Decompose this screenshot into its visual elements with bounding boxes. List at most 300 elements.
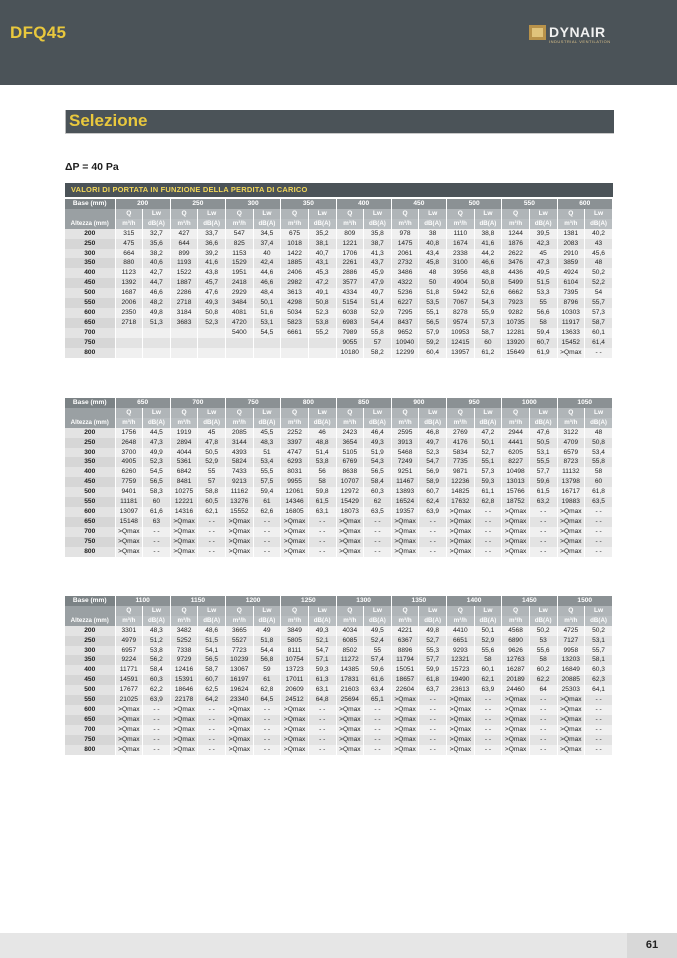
flow-rate-cell: >Qmax bbox=[336, 517, 364, 527]
sound-level-cell: 64 bbox=[529, 685, 557, 695]
sound-level-cell: 49,9 bbox=[143, 448, 171, 458]
document-code: DFQ45 bbox=[10, 23, 67, 42]
flow-rate-cell: 5823 bbox=[281, 318, 309, 328]
sound-level-cell: - - bbox=[585, 547, 613, 557]
sound-level-cell: 57,3 bbox=[474, 467, 502, 477]
sound-level-cell: - - bbox=[308, 547, 336, 557]
sound-level-cell: 60,3 bbox=[364, 487, 392, 497]
sound-unit-header: dB(A) bbox=[364, 418, 392, 428]
sound-level-cell: - - bbox=[585, 695, 613, 705]
sound-level-cell: 57,3 bbox=[585, 308, 613, 318]
flow-unit-header: m³/h bbox=[281, 616, 309, 626]
flow-rate-cell: >Qmax bbox=[336, 527, 364, 537]
dynair-logo-wordmark: DYNAIR bbox=[549, 24, 606, 40]
sound-level-cell: 43,1 bbox=[308, 258, 336, 268]
sound-level-cell: 55 bbox=[198, 467, 226, 477]
flow-rate-cell: >Qmax bbox=[170, 715, 198, 725]
flow-rate-cell: 15391 bbox=[170, 675, 198, 685]
flow-rate-cell: >Qmax bbox=[226, 517, 254, 527]
flow-rate-cell: 6983 bbox=[336, 318, 364, 328]
sound-unit-header: dB(A) bbox=[143, 219, 171, 229]
sound-power-header: Lw bbox=[253, 606, 281, 616]
base-size-header: 650 bbox=[115, 398, 170, 408]
sound-level-cell: 61,2 bbox=[474, 348, 502, 358]
table-row bbox=[65, 229, 613, 239]
sound-level-cell: 54,5 bbox=[143, 467, 171, 477]
flow-rate-cell: 11771 bbox=[115, 665, 143, 675]
sound-level-cell: 53,4 bbox=[585, 448, 613, 458]
flow-rate-cell: 15429 bbox=[336, 497, 364, 507]
flow-rate-cell: >Qmax bbox=[336, 725, 364, 735]
sound-level-cell: - - bbox=[308, 725, 336, 735]
height-value: 500 bbox=[65, 288, 115, 298]
flow-rate-cell: >Qmax bbox=[391, 725, 419, 735]
flow-rate-cell: 9224 bbox=[115, 655, 143, 665]
flow-rate-cell: 2910 bbox=[557, 249, 585, 259]
table-row bbox=[65, 328, 613, 338]
flow-rate-cell: 1475 bbox=[391, 239, 419, 249]
flow-rate-header: Q bbox=[226, 408, 254, 418]
sound-level-cell: 62,1 bbox=[198, 507, 226, 517]
flow-rate-header: Q bbox=[391, 408, 419, 418]
base-size-header: 1150 bbox=[170, 596, 225, 606]
flow-rate-cell: 7759 bbox=[115, 477, 143, 487]
flow-rate-cell: >Qmax bbox=[391, 735, 419, 745]
flow-rate-cell: >Qmax bbox=[557, 517, 585, 527]
flow-rate-cell: >Qmax bbox=[115, 705, 143, 715]
flow-unit-header: m³/h bbox=[336, 616, 364, 626]
flow-rate-cell: 15148 bbox=[115, 517, 143, 527]
table-row bbox=[65, 467, 613, 477]
flow-rate-cell bbox=[170, 338, 198, 348]
sound-unit-header: dB(A) bbox=[308, 616, 336, 626]
flow-rate-header: Q bbox=[557, 209, 585, 219]
flow-rate-cell: >Qmax bbox=[557, 507, 585, 517]
sound-level-cell: - - bbox=[585, 537, 613, 547]
sound-level-cell: 46 bbox=[308, 428, 336, 438]
flow-unit-header: m³/h bbox=[391, 418, 419, 428]
sound-level-cell: - - bbox=[529, 517, 557, 527]
sound-level-cell: 51,6 bbox=[253, 308, 281, 318]
base-size-header: 450 bbox=[391, 199, 446, 209]
flow-rate-cell: >Qmax bbox=[391, 745, 419, 755]
height-label: Altezza (mm) bbox=[65, 418, 115, 428]
sound-level-cell: - - bbox=[198, 725, 226, 735]
flow-rate-cell: 6104 bbox=[557, 278, 585, 288]
flow-rate-cell: 23613 bbox=[447, 685, 475, 695]
flow-rate-cell: 880 bbox=[115, 258, 143, 268]
flow-rate-cell: >Qmax bbox=[391, 695, 419, 705]
sound-level-cell: 60,7 bbox=[198, 675, 226, 685]
flow-rate-cell: 3613 bbox=[281, 288, 309, 298]
sound-level-cell: 45 bbox=[198, 428, 226, 438]
flow-rate-cell: 899 bbox=[170, 249, 198, 259]
flow-rate-cell: 17011 bbox=[281, 675, 309, 685]
flow-rate-cell: 5400 bbox=[226, 328, 254, 338]
sound-level-cell: 55,2 bbox=[308, 328, 336, 338]
flow-rate-cell: 6038 bbox=[336, 308, 364, 318]
sound-level-cell: 55,5 bbox=[529, 457, 557, 467]
flow-rate-cell: 6661 bbox=[281, 328, 309, 338]
flow-rate-cell: 10180 bbox=[336, 348, 364, 358]
flow-rate-cell: 11162 bbox=[226, 487, 254, 497]
flow-rate-cell: 2886 bbox=[336, 268, 364, 278]
flow-rate-cell: >Qmax bbox=[502, 537, 530, 547]
flow-rate-cell: 4747 bbox=[281, 448, 309, 458]
sound-level-cell: 55 bbox=[364, 646, 392, 656]
sound-unit-header: dB(A) bbox=[585, 616, 613, 626]
sound-level-cell: - - bbox=[198, 527, 226, 537]
sound-level-cell bbox=[253, 338, 281, 348]
height-value: 750 bbox=[65, 735, 115, 745]
sound-unit-header: dB(A) bbox=[585, 418, 613, 428]
sound-level-cell: 46,6 bbox=[474, 258, 502, 268]
flow-rate-cell: 15766 bbox=[502, 487, 530, 497]
sound-level-cell: 63,4 bbox=[364, 685, 392, 695]
flow-rate-cell: 6579 bbox=[557, 448, 585, 458]
sound-level-cell: 41,3 bbox=[364, 249, 392, 259]
sound-level-cell: 52,7 bbox=[474, 448, 502, 458]
base-size-header: 1050 bbox=[557, 398, 613, 408]
flow-rate-cell: 11132 bbox=[557, 467, 585, 477]
flow-rate-cell: >Qmax bbox=[447, 695, 475, 705]
sound-level-cell: 53,4 bbox=[253, 457, 281, 467]
flow-rate-cell: 4904 bbox=[447, 278, 475, 288]
sound-level-cell: - - bbox=[585, 745, 613, 755]
sound-level-cell: 59,6 bbox=[529, 477, 557, 487]
table-row bbox=[65, 705, 613, 715]
flow-rate-cell: >Qmax bbox=[502, 705, 530, 715]
height-value: 600 bbox=[65, 308, 115, 318]
table-row bbox=[65, 636, 613, 646]
sound-level-cell: 47,6 bbox=[198, 288, 226, 298]
base-size-header: 1350 bbox=[391, 596, 446, 606]
sound-level-cell: - - bbox=[364, 705, 392, 715]
flow-rate-cell: 3683 bbox=[170, 318, 198, 328]
flow-rate-cell: 7735 bbox=[447, 457, 475, 467]
sound-level-cell: 55,6 bbox=[529, 646, 557, 656]
sound-level-cell: 46,6 bbox=[143, 288, 171, 298]
flow-rate-cell: 4436 bbox=[502, 268, 530, 278]
flow-rate-cell: 9626 bbox=[502, 646, 530, 656]
flow-rate-cell: 23340 bbox=[226, 695, 254, 705]
flow-rate-cell: >Qmax bbox=[170, 705, 198, 715]
sound-power-header: Lw bbox=[198, 408, 226, 418]
sound-level-cell: 53,8 bbox=[143, 646, 171, 656]
sound-level-cell: 57 bbox=[364, 338, 392, 348]
flow-rate-cell: 6769 bbox=[336, 457, 364, 467]
flow-rate-cell: >Qmax bbox=[447, 745, 475, 755]
flow-unit-header: m³/h bbox=[281, 219, 309, 229]
flow-rate-cell bbox=[281, 338, 309, 348]
sound-level-cell: 49,7 bbox=[364, 288, 392, 298]
flow-rate-cell bbox=[170, 348, 198, 358]
flow-rate-cell: 13723 bbox=[281, 665, 309, 675]
sound-level-cell: 52,2 bbox=[585, 278, 613, 288]
flow-rate-cell: >Qmax bbox=[447, 517, 475, 527]
sound-level-cell: 59,9 bbox=[419, 665, 447, 675]
flow-rate-cell: 7067 bbox=[447, 298, 475, 308]
sound-level-cell: - - bbox=[308, 735, 336, 745]
base-size-header: 950 bbox=[447, 398, 502, 408]
sound-level-cell: 53,1 bbox=[529, 448, 557, 458]
sound-level-cell: 40,7 bbox=[308, 249, 336, 259]
sound-level-cell: 58,7 bbox=[198, 665, 226, 675]
sound-level-cell bbox=[308, 348, 336, 358]
flow-unit-header: m³/h bbox=[170, 219, 198, 229]
flow-rate-cell: >Qmax bbox=[170, 725, 198, 735]
sound-unit-header: dB(A) bbox=[585, 219, 613, 229]
flow-rate-cell: 2732 bbox=[391, 258, 419, 268]
flow-rate-cell: 15649 bbox=[502, 348, 530, 358]
sound-power-header: Lw bbox=[474, 209, 502, 219]
flow-rate-cell: 6227 bbox=[391, 298, 419, 308]
sound-level-cell: 63,9 bbox=[474, 685, 502, 695]
flow-rate-cell: 4081 bbox=[226, 308, 254, 318]
flow-rate-header: Q bbox=[557, 408, 585, 418]
flow-rate-cell: 1221 bbox=[336, 239, 364, 249]
sound-level-cell: - - bbox=[529, 507, 557, 517]
sound-level-cell: - - bbox=[474, 705, 502, 715]
flow-rate-cell: 25694 bbox=[336, 695, 364, 705]
flow-rate-cell: 3577 bbox=[336, 278, 364, 288]
flow-unit-header: m³/h bbox=[502, 418, 530, 428]
flow-rate-cell: 2338 bbox=[447, 249, 475, 259]
height-value: 800 bbox=[65, 547, 115, 557]
flow-rate-header: Q bbox=[281, 408, 309, 418]
flow-rate-cell: 3859 bbox=[557, 258, 585, 268]
sound-level-cell: - - bbox=[419, 735, 447, 745]
flow-rate-cell: 19624 bbox=[226, 685, 254, 695]
sound-level-cell: 38,8 bbox=[474, 229, 502, 239]
flow-rate-cell: >Qmax bbox=[502, 725, 530, 735]
flow-rate-cell: 4334 bbox=[336, 288, 364, 298]
flow-rate-cell: >Qmax bbox=[557, 348, 585, 358]
flow-rate-cell: 11794 bbox=[391, 655, 419, 665]
sound-level-cell: 48,8 bbox=[474, 268, 502, 278]
flow-rate-cell: 5105 bbox=[336, 448, 364, 458]
flow-rate-cell: 12763 bbox=[502, 655, 530, 665]
flow-rate-cell: 2622 bbox=[502, 249, 530, 259]
flow-rate-cell: 2648 bbox=[115, 438, 143, 448]
flow-rate-cell: 16524 bbox=[391, 497, 419, 507]
sound-level-cell: 61,5 bbox=[529, 487, 557, 497]
flow-rate-cell: >Qmax bbox=[447, 735, 475, 745]
height-value: 450 bbox=[65, 477, 115, 487]
flow-unit-header: m³/h bbox=[170, 616, 198, 626]
flow-rate-cell: 4298 bbox=[281, 298, 309, 308]
sound-level-cell: 51,4 bbox=[364, 298, 392, 308]
sound-level-cell: 49 bbox=[253, 626, 281, 636]
flow-rate-cell: 2769 bbox=[447, 428, 475, 438]
quantity-header-row bbox=[65, 209, 613, 219]
table-row bbox=[65, 278, 613, 288]
flow-rate-cell: >Qmax bbox=[336, 547, 364, 557]
flow-rate-cell: 13013 bbox=[502, 477, 530, 487]
flow-rate-cell: 8278 bbox=[447, 308, 475, 318]
flow-rate-cell: 4441 bbox=[502, 438, 530, 448]
sound-level-cell: 61 bbox=[253, 497, 281, 507]
flow-unit-header: m³/h bbox=[336, 219, 364, 229]
flow-rate-cell: 10735 bbox=[502, 318, 530, 328]
flow-rate-cell: >Qmax bbox=[447, 705, 475, 715]
sound-level-cell: 54,4 bbox=[253, 646, 281, 656]
flow-rate-cell bbox=[170, 328, 198, 338]
flow-rate-cell: 1876 bbox=[502, 239, 530, 249]
sound-level-cell: - - bbox=[585, 705, 613, 715]
sound-level-cell: 55,8 bbox=[364, 328, 392, 338]
table-row bbox=[65, 675, 613, 685]
sound-level-cell: 48,3 bbox=[143, 626, 171, 636]
sound-level-cell: 52,1 bbox=[308, 636, 336, 646]
sound-level-cell: 58 bbox=[529, 318, 557, 328]
sound-level-cell bbox=[143, 348, 171, 358]
sound-level-cell: - - bbox=[253, 527, 281, 537]
flow-rate-cell: 2718 bbox=[115, 318, 143, 328]
flow-rate-header: Q bbox=[336, 209, 364, 219]
flow-rate-cell: 2085 bbox=[226, 428, 254, 438]
flow-rate-cell: >Qmax bbox=[391, 537, 419, 547]
base-size-header: 250 bbox=[170, 199, 225, 209]
sound-level-cell: 52,9 bbox=[474, 636, 502, 646]
table-row bbox=[65, 517, 613, 527]
flow-rate-cell: 5824 bbox=[226, 457, 254, 467]
table-row bbox=[65, 695, 613, 705]
flow-rate-cell: 5942 bbox=[447, 288, 475, 298]
sound-level-cell: - - bbox=[253, 517, 281, 527]
page-number: 61 bbox=[627, 933, 677, 958]
sound-unit-header: dB(A) bbox=[529, 219, 557, 229]
sound-level-cell: 55,6 bbox=[474, 646, 502, 656]
sound-power-header: Lw bbox=[143, 209, 171, 219]
flow-rate-cell: 2982 bbox=[281, 278, 309, 288]
flow-rate-header: Q bbox=[447, 606, 475, 616]
sound-level-cell bbox=[198, 348, 226, 358]
flow-rate-cell: 3144 bbox=[226, 438, 254, 448]
sound-level-cell: 35,2 bbox=[308, 229, 336, 239]
flow-rate-cell: >Qmax bbox=[391, 547, 419, 557]
flow-rate-cell: >Qmax bbox=[281, 517, 309, 527]
sound-level-cell: 56,9 bbox=[419, 467, 447, 477]
flow-rate-cell: 1392 bbox=[115, 278, 143, 288]
sound-level-cell: - - bbox=[253, 715, 281, 725]
height-value: 400 bbox=[65, 268, 115, 278]
base-size-header: 300 bbox=[226, 199, 281, 209]
sound-level-cell: 58 bbox=[474, 655, 502, 665]
sound-power-header: Lw bbox=[253, 209, 281, 219]
sound-unit-header: dB(A) bbox=[529, 418, 557, 428]
sound-level-cell: 50,8 bbox=[585, 438, 613, 448]
flow-rate-cell: 3849 bbox=[281, 626, 309, 636]
flow-rate-cell: 4322 bbox=[391, 278, 419, 288]
base-size-header: 1100 bbox=[115, 596, 170, 606]
flow-rate-cell: 15051 bbox=[391, 665, 419, 675]
base-label: Base (mm) bbox=[65, 596, 115, 606]
sound-unit-header: dB(A) bbox=[253, 418, 281, 428]
sound-unit-header: dB(A) bbox=[529, 616, 557, 626]
flow-rate-cell: 9729 bbox=[170, 655, 198, 665]
flow-rate-cell: 6842 bbox=[170, 467, 198, 477]
sound-level-cell: 55,9 bbox=[474, 308, 502, 318]
flow-rate-cell: 10953 bbox=[447, 328, 475, 338]
flow-rate-cell: >Qmax bbox=[115, 527, 143, 537]
flow-rate-header: Q bbox=[115, 606, 143, 616]
flow-rate-cell: 19357 bbox=[391, 507, 419, 517]
sound-level-cell: - - bbox=[585, 348, 613, 358]
flow-unit-header: m³/h bbox=[226, 616, 254, 626]
sound-level-cell: 46,4 bbox=[364, 428, 392, 438]
sound-level-cell: 59,3 bbox=[474, 477, 502, 487]
base-size-header: 600 bbox=[557, 199, 613, 209]
sound-level-cell: 47,8 bbox=[198, 438, 226, 448]
sound-level-cell: 45,9 bbox=[364, 268, 392, 278]
flow-rate-cell: >Qmax bbox=[336, 705, 364, 715]
sound-level-cell bbox=[308, 338, 336, 348]
flow-rate-cell: 1522 bbox=[170, 268, 198, 278]
flow-rate-cell: 1153 bbox=[226, 249, 254, 259]
unit-header-row bbox=[65, 616, 613, 626]
flow-rate-cell: >Qmax bbox=[226, 527, 254, 537]
sound-level-cell: - - bbox=[529, 735, 557, 745]
height-value: 500 bbox=[65, 685, 115, 695]
flow-rate-cell: 6260 bbox=[115, 467, 143, 477]
flow-rate-cell: 7989 bbox=[336, 328, 364, 338]
sound-power-header: Lw bbox=[308, 408, 336, 418]
flow-rate-cell: >Qmax bbox=[170, 745, 198, 755]
sound-level-cell: 55,5 bbox=[253, 467, 281, 477]
base-size-header: 1000 bbox=[502, 398, 557, 408]
sound-level-cell: - - bbox=[529, 715, 557, 725]
sound-level-cell: 51,3 bbox=[143, 318, 171, 328]
sound-level-cell: 45,3 bbox=[308, 268, 336, 278]
sound-level-cell: - - bbox=[474, 547, 502, 557]
flow-rate-cell: >Qmax bbox=[557, 745, 585, 755]
flow-unit-header: m³/h bbox=[336, 418, 364, 428]
flow-rate-cell: 21603 bbox=[336, 685, 364, 695]
flow-rate-cell: 18752 bbox=[502, 497, 530, 507]
sound-level-cell: 58 bbox=[529, 655, 557, 665]
flow-unit-header: m³/h bbox=[226, 418, 254, 428]
sound-level-cell: 45 bbox=[529, 249, 557, 259]
sound-unit-header: dB(A) bbox=[364, 219, 392, 229]
sound-level-cell: - - bbox=[474, 725, 502, 735]
sound-level-cell: 63,9 bbox=[143, 695, 171, 705]
sound-unit-header: dB(A) bbox=[419, 616, 447, 626]
sound-level-cell: 54,1 bbox=[198, 646, 226, 656]
sound-level-cell: - - bbox=[529, 745, 557, 755]
flow-unit-header: m³/h bbox=[502, 219, 530, 229]
height-value: 650 bbox=[65, 517, 115, 527]
sound-level-cell: 49,3 bbox=[308, 626, 336, 636]
sound-level-cell: 56 bbox=[308, 467, 336, 477]
sound-level-cell: - - bbox=[474, 527, 502, 537]
flow-rate-cell: 24460 bbox=[502, 685, 530, 695]
table-row bbox=[65, 527, 613, 537]
flow-rate-cell: 825 bbox=[226, 239, 254, 249]
flow-rate-cell: 16805 bbox=[281, 507, 309, 517]
flow-unit-header: m³/h bbox=[115, 219, 143, 229]
sound-level-cell: 57,4 bbox=[364, 655, 392, 665]
flow-rate-cell: 4720 bbox=[226, 318, 254, 328]
flow-rate-cell: 8437 bbox=[391, 318, 419, 328]
flow-rate-cell: 9955 bbox=[281, 477, 309, 487]
flow-rate-cell: >Qmax bbox=[226, 735, 254, 745]
sound-level-cell: 50,2 bbox=[585, 268, 613, 278]
flow-rate-cell: 6205 bbox=[502, 448, 530, 458]
flow-unit-header: m³/h bbox=[391, 219, 419, 229]
flow-rate-cell: 664 bbox=[115, 249, 143, 259]
height-value: 450 bbox=[65, 278, 115, 288]
